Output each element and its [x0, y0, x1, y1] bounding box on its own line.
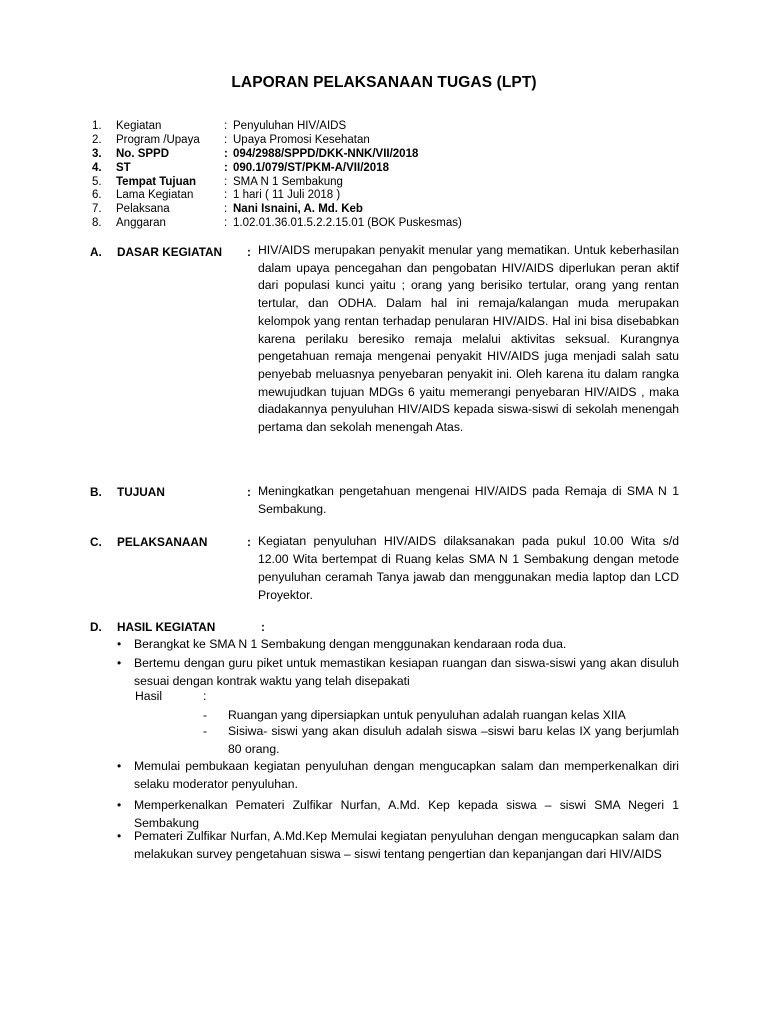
hasil-colon: :: [203, 689, 207, 703]
info-colon: :: [224, 148, 228, 160]
section-b-letter: B.: [90, 485, 102, 499]
section-a-label: DASAR KEGIATAN: [117, 245, 223, 259]
list-item-text: Memperkenalkan Pemateri Zulfikar Nurfan, A.Md. Kep kepada siswa – siswi SMA Negeri 1 Sembakung: [134, 798, 679, 830]
info-number: 4.: [92, 162, 102, 174]
info-label: Program /Upaya: [116, 134, 200, 146]
info-value: 1.02.01.36.01.5.2.2.15.01 (BOK Puskesmas): [233, 217, 462, 229]
section-c-label: PELAKSANAAN: [117, 535, 208, 549]
section-d-label: HASIL KEGIATAN: [117, 620, 216, 634]
info-number: 6.: [92, 189, 102, 201]
list-item-text: Bertemu dengan guru piket untuk memastikan kesiapan ruangan dan siswa-siswi yang akan disuluh sesuai dengan kontrak waktu yang telah disepakati: [134, 656, 679, 688]
info-label: No. SPPD: [116, 148, 170, 160]
info-value: 094/2988/SPPD/DKK-NNK/VII/2018: [233, 148, 419, 160]
list-item-text: Pemateri Zulfikar Nurfan, A.Md.Kep Memulai kegiatan penyuluhan dengan mengucapkan salam dan melakukan survey pengetahuan siswa – siswi tentang pengertian dan kepanjangan dari HIV/AIDS: [134, 829, 679, 861]
info-label: Pelaksana: [116, 203, 170, 215]
section-d-letter: D.: [90, 620, 102, 634]
info-value: Penyuluhan HIV/AIDS: [233, 120, 347, 132]
hasil-item-text: Sisiwa- siswi yang akan disuluh adalah siswa –siswi baru kelas IX yang berjumlah 80 orang.: [228, 724, 679, 756]
section-a-letter: A.: [90, 245, 102, 259]
bullet-icon: •: [117, 637, 122, 651]
hasil-label: Hasil: [135, 689, 163, 703]
info-label: ST: [116, 162, 131, 174]
info-number: 2.: [92, 134, 102, 146]
info-value: Upaya Promosi Kesehatan: [233, 134, 370, 146]
bullet-icon: •: [117, 798, 122, 812]
info-number: 5.: [92, 176, 102, 188]
info-colon: :: [224, 217, 228, 229]
info-label: Kegiatan: [116, 120, 162, 132]
dash-icon: -: [203, 724, 208, 738]
bullet-icon: •: [117, 656, 122, 670]
info-number: 8.: [92, 217, 102, 229]
section-c-letter: C.: [90, 535, 102, 549]
info-value: SMA N 1 Sembakung: [233, 176, 343, 188]
section-b-label: TUJUAN: [117, 485, 165, 499]
section-c-body: Kegiatan penyuluhan HIV/AIDS dilaksanakan pada pukul 10.00 Wita s/d 12.00 Wita bertempat di Ruang kelas SMA N 1 Sembakung dengan metode penyuluhan ceramah Tanya jawab dan menggunakan media laptop dan LCD Proyektor.: [258, 534, 679, 602]
hasil-item-text: Ruangan yang dipersiapkan untuk penyuluhan adalah ruangan kelas XIIA: [228, 708, 626, 722]
info-number: 3.: [92, 148, 102, 160]
info-colon: :: [224, 162, 228, 174]
info-label: Tempat Tujuan: [116, 176, 197, 188]
section-a-body: HIV/AIDS merupakan penyakit menular yang mematikan. Untuk keberhasilan dalam upaya pencegahan dan pengobatan HIV/AIDS diperlukan peran aktif dari populasi kunci yaitu ; orang yang berisiko tertular, orang yang rentan tertular, dan ODHA. Dalam hal ini remaja/kalangan muda merupakan kelompok yang rentan terhadap penularan HIV/AIDS. Hal ini bisa disebabkan karena perilaku beresiko remaja melalui aktivitas seksual. Kurangnya pengetahuan remaja mengenai penyakit HIV/AIDS juga menjadi salah satu penyebab meluasnya penyebaran penyakit ini. Oleh karena itu dalam rangka mewujudkan tujuan MDGs 6 yaitu memerangi penyebaran HIV/AIDS , maka diadakannya penyuluhan HIV/AIDS kepada siswa-siswi di sekolah menengah pertama dan sekolah menengah Atas.: [258, 243, 679, 435]
info-colon: :: [224, 203, 228, 215]
list-item-text: Berangkat ke SMA N 1 Sembakung dengan menggunakan kendaraan roda dua.: [134, 637, 567, 651]
section-d-colon: :: [261, 620, 265, 634]
info-colon: :: [224, 134, 228, 146]
info-colon: :: [224, 189, 228, 201]
info-label: Anggaran: [116, 217, 166, 229]
bullet-icon: •: [117, 829, 122, 843]
info-value: Nani Isnaini, A. Md. Keb: [233, 203, 363, 215]
section-b-colon: :: [247, 485, 251, 499]
info-colon: :: [224, 120, 228, 132]
list-item-text: Memulai pembukaan kegiatan penyuluhan dengan mengucapkan salam dan memperkenalkan diri selaku moderator penyuluhan.: [134, 759, 679, 791]
info-value: 090.1/079/ST/PKM-A/VII/2018: [233, 162, 389, 174]
section-b-body: Meningkatkan pengetahuan mengenai HIV/AIDS pada Remaja di SMA N 1 Sembakung.: [258, 484, 679, 516]
section-c-colon: :: [247, 535, 251, 549]
section-a-colon: :: [247, 245, 251, 259]
info-number: 7.: [92, 203, 102, 215]
info-number: 1.: [92, 120, 102, 132]
info-colon: :: [224, 176, 228, 188]
info-label: Lama Kegiatan: [116, 189, 194, 201]
info-value: 1 hari ( 11 Juli 2018 ): [233, 189, 341, 201]
dash-icon: -: [203, 708, 208, 722]
document-title: LAPORAN PELAKSANAAN TUGAS (LPT): [231, 74, 537, 91]
bullet-icon: •: [117, 759, 122, 773]
